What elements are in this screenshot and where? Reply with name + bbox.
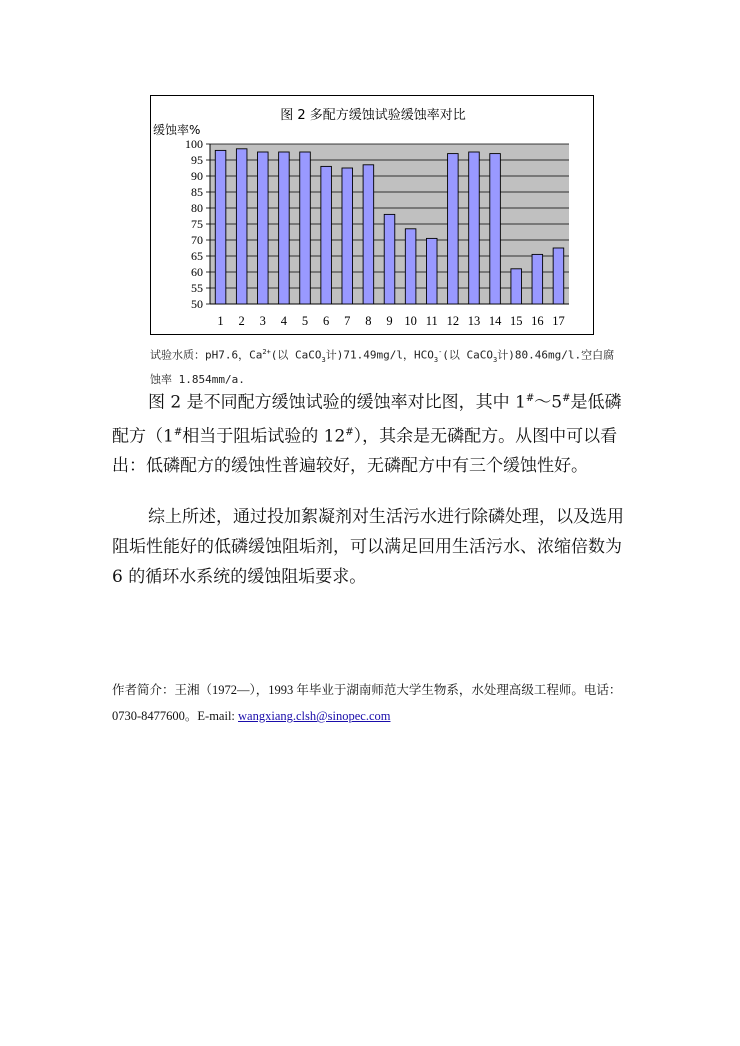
y-tick-label: 100 bbox=[185, 137, 203, 151]
bar bbox=[426, 238, 437, 304]
bar bbox=[469, 152, 480, 304]
y-tick-label: 90 bbox=[191, 169, 203, 183]
bar-chart bbox=[151, 96, 595, 336]
y-tick-label: 85 bbox=[191, 185, 203, 199]
author-email-link[interactable]: wangxiang.clsh@sinopec.com bbox=[238, 709, 391, 723]
bar bbox=[532, 254, 543, 304]
bar bbox=[300, 152, 311, 304]
bar bbox=[215, 150, 226, 304]
bar bbox=[279, 152, 290, 304]
y-tick-label: 70 bbox=[191, 233, 203, 247]
x-tick-label: 8 bbox=[365, 314, 372, 328]
x-tick-label: 16 bbox=[531, 314, 544, 328]
y-tick-label: 60 bbox=[191, 265, 203, 279]
x-tick-label: 5 bbox=[301, 314, 309, 328]
x-tick-label: 7 bbox=[344, 314, 351, 328]
x-tick-label: 10 bbox=[404, 314, 417, 328]
x-tick-label: 2 bbox=[238, 314, 245, 328]
author-text: 作者简介：王湘（1972—），1993 年毕业于湖南师范大学生物系，水处理高级工程师。电话：0730-8477600。E-mail: bbox=[112, 683, 622, 723]
y-axis-label: 缓蚀率% bbox=[153, 123, 201, 137]
bar bbox=[236, 149, 247, 304]
x-tick-label: 1 bbox=[217, 314, 224, 328]
x-tick-label: 13 bbox=[467, 314, 481, 328]
x-tick-label: 17 bbox=[552, 314, 565, 328]
y-tick-label: 80 bbox=[191, 201, 203, 215]
bar bbox=[321, 166, 332, 304]
x-tick-label: 4 bbox=[280, 314, 288, 328]
bar bbox=[363, 165, 374, 304]
bar bbox=[553, 248, 564, 304]
bar bbox=[384, 214, 395, 304]
x-tick-label: 15 bbox=[509, 314, 523, 328]
bar bbox=[511, 269, 522, 304]
x-tick-label: 9 bbox=[386, 314, 393, 328]
bar bbox=[448, 154, 459, 304]
x-tick-label: 14 bbox=[488, 314, 502, 328]
bar bbox=[258, 152, 269, 304]
y-tick-label: 55 bbox=[191, 281, 203, 295]
y-tick-label: 65 bbox=[191, 249, 203, 263]
x-tick-label: 12 bbox=[446, 314, 460, 328]
author-note bbox=[112, 677, 632, 729]
bar bbox=[342, 168, 353, 304]
bar bbox=[490, 154, 501, 304]
y-tick-label: 50 bbox=[191, 297, 203, 311]
chart-frame bbox=[150, 95, 594, 335]
y-tick-label: 75 bbox=[191, 217, 203, 231]
bar bbox=[405, 229, 416, 304]
paragraph-conclusion: 综上所述，通过投加絮凝剂对生活污水进行除磷处理，以及选用阻垢性能好的低磷缓蚀阻垢剂，可以满足回用生活污水、浓缩倍数为 6 的循环水系统的缓蚀阻垢要求。 bbox=[112, 507, 624, 587]
x-tick-label: 3 bbox=[259, 314, 266, 328]
x-tick-label: 6 bbox=[323, 314, 330, 328]
x-tick-label: 11 bbox=[425, 314, 438, 328]
paragraph-figure-description: 图 2 是不同配方缓蚀试验的缓蚀率对比图，其中 1#～5#是低磷配方（1#相当于阻垢试验的 12#），其余是无磷配方。从图中可以看出：低磷配方的缓蚀性普遍较好，无磷配方中有三个缓蚀性好。 bbox=[112, 392, 622, 477]
chart-title: 图 2 多配方缓蚀试验缓蚀率对比 bbox=[280, 108, 466, 123]
y-tick-label: 95 bbox=[191, 153, 203, 167]
chart-caption: 试验水质：pH7.6，$Ca^{2+}$(以 CaCO$_3$计)71.49mg/l，$HCO_3^-$(以 CaCO$_3$计)80.46mg/l.空白腐蚀率 1.854mm/a. bbox=[150, 348, 615, 386]
